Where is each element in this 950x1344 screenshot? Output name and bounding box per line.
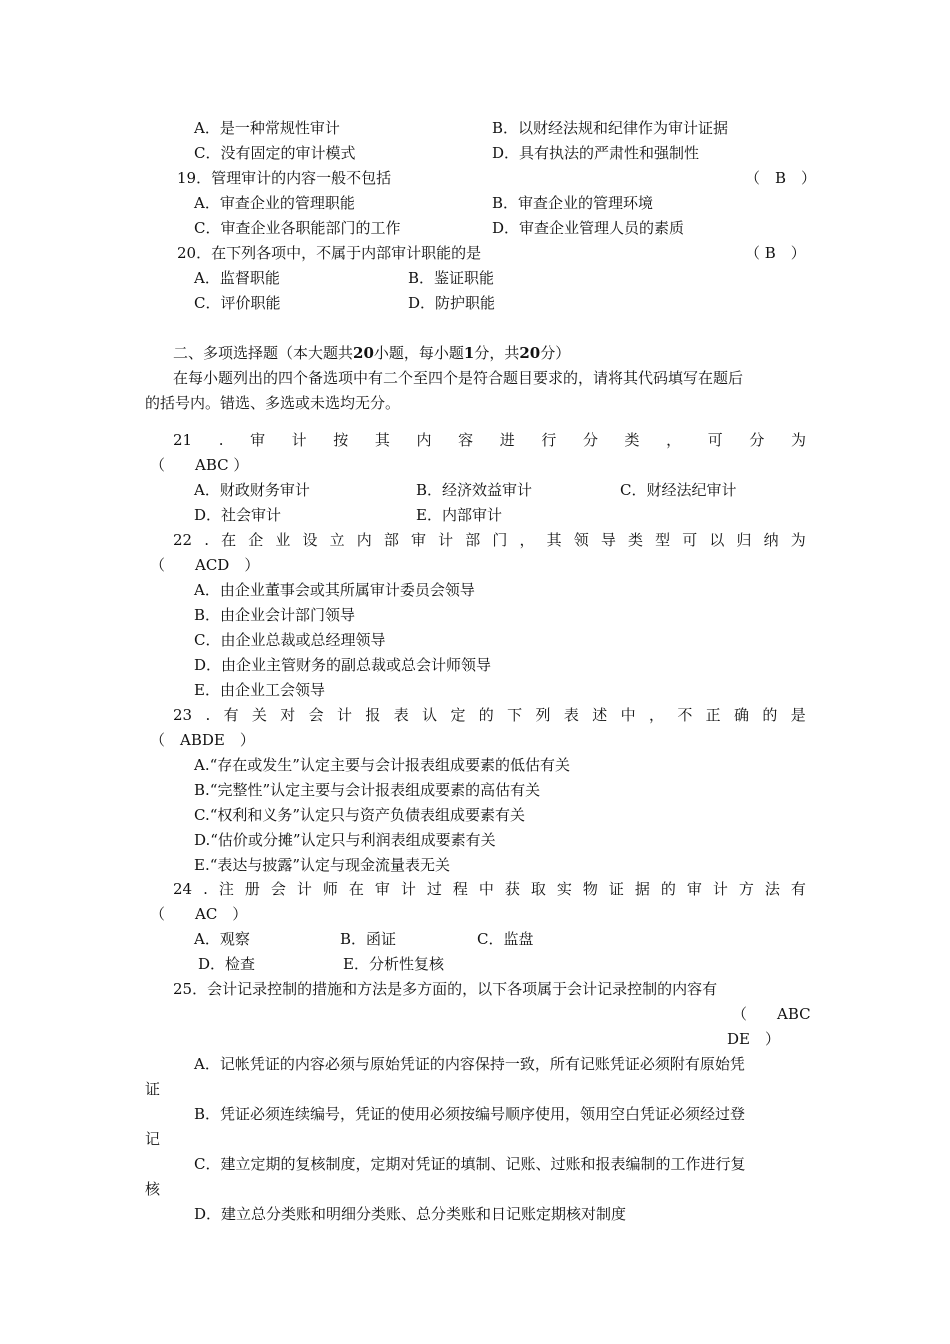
q24-stem-char: 审 [374,880,390,898]
q22-stem-char: 部 [465,531,481,549]
q22-stem-char: 型 [655,531,671,549]
q22-option-c: C．由企业总裁或总经理领导 [194,631,386,649]
q22-stem-char: 审 [410,531,426,549]
section2-points-total: 20 [519,344,541,362]
q19-stem: 19．管理审计的内容一般不包括 [177,169,392,187]
q20-stem: 20．在下列各项中，不属于内部审计职能的是 [177,244,482,262]
q19-option-c: C．审查企业各职能部门的工作 [194,219,401,237]
q23-stem-char: 报 [365,706,381,724]
q24-option-d: D．检查 [198,955,256,973]
q20-option-a: A．监督职能 [194,269,280,287]
q23-stem-char: 不 [677,706,693,724]
q23-stem-char: 23 [173,706,193,724]
q22-stem-char: 22 [173,531,193,549]
q22-stem-char: . [204,531,209,549]
q24-stem-char: 物 [582,880,598,898]
q25-option-b-line2: 记 [145,1130,161,1148]
q23-option-d: D.“估价或分摊”认定只与利润表组成要素有关 [194,831,496,849]
q23-stem-char: 中 [620,706,636,724]
section2-heading [173,343,570,363]
q22-stem-char: 可 [682,531,698,549]
q23-stem-char: ， [648,706,664,724]
q20-option-d: D．防护职能 [408,294,496,312]
q24-stem-char: 过 [426,880,442,898]
q24-stem-char: 方 [738,880,754,898]
q20-option-c: C．评价职能 [194,294,281,312]
q24-stem-char: 的 [660,880,676,898]
q22-stem-char: ， [519,531,535,549]
q24-option-b: B．函证 [340,930,397,948]
q24-stem-char: 在 [348,880,364,898]
q23-stem-char: 是 [790,706,806,724]
q20-answer: （ B ） [745,244,806,262]
q25-answer-line2: DE ） [727,1030,780,1048]
q24-option-a: A．观察 [194,930,250,948]
q21-stem-char: 审 [250,431,266,449]
q24-stem-char: 中 [478,880,494,898]
q21-stem-char: ， [666,431,682,449]
q21-stem-char: . [218,431,224,449]
q23-stem [173,705,806,725]
q21-stem-char: 计 [291,431,307,449]
q22-stem-char: 为 [790,531,806,549]
q22-stem-char: 在 [221,531,237,549]
q24-stem-char: 会 [270,880,286,898]
q22-stem [173,530,806,550]
q21-stem-char: 内 [416,431,432,449]
q25-option-a-line1: A．记帐凭证的内容必须与原始凭证的内容保持一致，所有记账凭证必须附有原始凭 [194,1055,745,1073]
q21-stem-char: 分 [582,431,598,449]
q23-option-a: A.“存在或发生”认定主要与会计报表组成要素的低估有关 [194,756,570,774]
q21-stem-char: 21 [173,431,193,449]
q24-stem-char: 24 [173,880,193,898]
q23-stem-char: 计 [337,706,353,724]
q23-option-e: E.“表达与披露”认定与现金流量表无关 [194,856,451,874]
q21-option-a: A．财政财务审计 [194,481,310,499]
q24-stem-char: 注 [218,880,234,898]
q21-option-b: B．经济效益审计 [416,481,533,499]
q23-stem-char: 确 [734,706,750,724]
q22-stem-char: 导 [600,531,616,549]
q22-answer: （ ACD ） [150,556,260,574]
q18-option-d: D．具有执法的严肃性和强制性 [492,144,700,162]
q23-stem-char: 有 [223,706,239,724]
q21-answer: （ ABC ） [150,456,249,474]
q19-option-a: A．审查企业的管理职能 [194,194,355,212]
q20-option-b: B．鉴证职能 [408,269,495,287]
section2-heading-part3: 分，共 [474,344,520,362]
q24-stem-char: 程 [452,880,468,898]
section2-question-count: 20 [353,344,374,362]
q19-option-b: B．审查企业的管理环境 [492,194,654,212]
q23-option-b: B.“完整性”认定主要与会计报表组成要素的高估有关 [194,781,541,799]
q25-option-c-line1: C．建立定期的复核制度，定期对凭证的填制、记账、过账和报表编制的工作进行复 [194,1155,746,1173]
q24-stem-char: 师 [322,880,338,898]
q18-option-a: A．是一种常规性审计 [194,119,340,137]
q22-option-a: A．由企业董事会或其所属审计委员会领导 [194,581,475,599]
q22-stem-char: 企 [248,531,264,549]
q25-option-b-line1: B．凭证必须连续编号，凭证的使用必须按编号顺序使用，领用空白凭证必须经过登 [194,1105,746,1123]
q25-option-c-line2: 核 [145,1180,161,1198]
q25-option-a-line2: 证 [145,1080,161,1098]
q22-stem-char: 门 [492,531,508,549]
q19-option-d: D．审查企业管理人员的素质 [492,219,685,237]
q24-stem-char: 法 [764,880,780,898]
q22-stem-char: 归 [736,531,752,549]
q21-stem [173,430,806,450]
q19-answer: （ B ） [745,169,817,187]
q22-stem-char: 计 [438,531,454,549]
q21-stem-char: 进 [499,431,515,449]
q24-stem-char: 实 [556,880,572,898]
section2-heading-part2: 小题，每小题 [373,344,464,362]
q21-stem-char: 分 [749,431,765,449]
section2-heading-part1: 二、多项选择题（本大题共 [173,344,354,362]
q23-option-c: C.“权利和义务”认定只与资产负债表组成要素有关 [194,806,526,824]
q22-stem-char: 领 [573,531,589,549]
section2-heading-part4: 分） [540,344,571,362]
q21-stem-char: 类 [624,431,640,449]
q24-stem-char: 据 [634,880,650,898]
q23-stem-char: 关 [251,706,267,724]
q23-stem-char: 下 [507,706,523,724]
q24-stem-char: 证 [608,880,624,898]
q24-stem-char: 取 [530,880,546,898]
q21-option-e: E．内部审计 [416,506,502,524]
section2-points-each: 1 [463,344,475,362]
q24-stem-char: 计 [400,880,416,898]
q23-stem-char: 对 [280,706,296,724]
q21-option-d: D．社会审计 [194,506,282,524]
q24-stem-char: 有 [790,880,806,898]
q23-stem-char: 定 [450,706,466,724]
q24-stem-char: 获 [504,880,520,898]
q23-stem-char: 的 [478,706,494,724]
q23-stem-char: 表 [393,706,409,724]
q23-stem-char: . [205,706,211,724]
q23-stem-char: 的 [762,706,778,724]
q22-stem-char: 其 [546,531,562,549]
q22-option-d: D．由企业主管财务的副总裁或总会计师领导 [194,656,492,674]
q25-answer-line1: （ ABC [732,1005,811,1023]
q21-stem-char: 可 [707,431,723,449]
q21-stem-char: 其 [374,431,390,449]
q22-stem-char: 纳 [763,531,779,549]
q24-stem [173,879,806,899]
q24-stem-char: 册 [244,880,260,898]
q24-option-e: E．分析性复核 [343,955,444,973]
q23-stem-char: 列 [535,706,551,724]
q22-stem-char: 内 [356,531,372,549]
q24-option-c: C．监盘 [477,930,534,948]
q23-stem-char: 正 [705,706,721,724]
q25-option-d: D．建立总分类账和明细分类账、总分类账和日记账定期核对制度 [194,1205,627,1223]
q22-stem-char: 部 [383,531,399,549]
section2-instructions-line2: 的括号内。错选、多选或未选均无分。 [145,394,401,412]
q24-stem-char: 计 [712,880,728,898]
q21-stem-char: 容 [458,431,474,449]
q23-stem-char: 认 [422,706,438,724]
q18-option-c: C．没有固定的审计模式 [194,144,356,162]
q25-stem: 25．会计记录控制的措施和方法是多方面的，以下各项属于会计记录控制的内容有 [173,980,718,998]
q22-stem-char: 立 [329,531,345,549]
q23-answer: （ ABDE ） [150,731,255,749]
q22-stem-char: 类 [627,531,643,549]
section2-instructions-line1: 在每小题列出的四个备选项中有二个至四个是符合题目要求的，请将其代码填写在题后 [173,369,744,387]
q23-stem-char: 表 [563,706,579,724]
q21-option-c: C．财经法纪审计 [620,481,737,499]
q21-stem-char: 行 [541,431,557,449]
q24-stem-char: . [203,880,208,898]
q22-option-e: E．由企业工会领导 [194,681,325,699]
q21-stem-char: 为 [790,431,806,449]
q18-option-b: B．以财经法规和纪律作为审计证据 [492,119,729,137]
q24-stem-char: 审 [686,880,702,898]
q24-stem-char: 计 [296,880,312,898]
q23-stem-char: 会 [308,706,324,724]
q22-stem-char: 业 [275,531,291,549]
q22-option-b: B．由企业会计部门领导 [194,606,356,624]
q21-stem-char: 按 [333,431,349,449]
q22-stem-char: 设 [302,531,318,549]
q23-stem-char: 述 [592,706,608,724]
q24-answer: （ AC ） [150,905,248,923]
q22-stem-char: 以 [709,531,725,549]
